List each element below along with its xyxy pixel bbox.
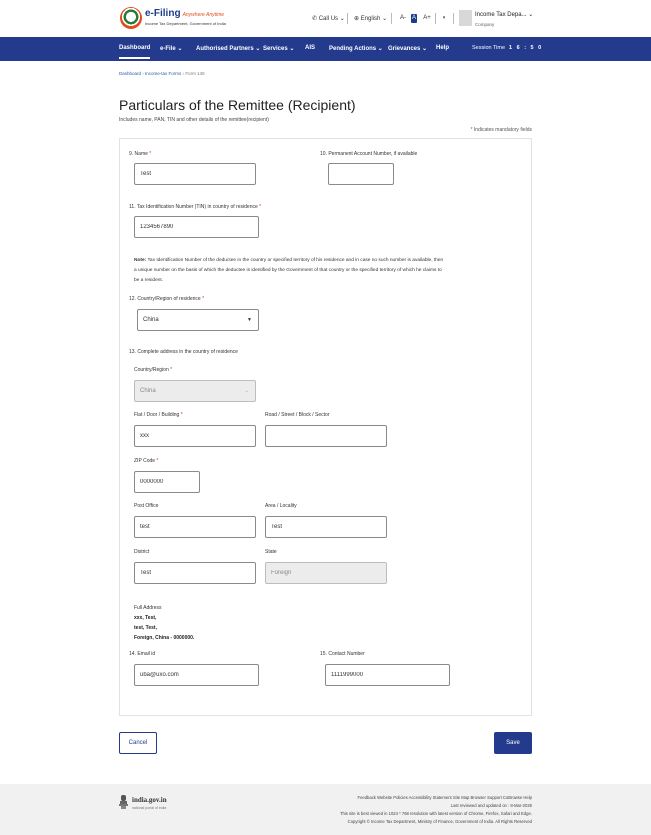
breadcrumb-dashboard[interactable]: Dashboard bbox=[119, 71, 142, 76]
pan-input[interactable] bbox=[328, 163, 394, 185]
nav-grievances[interactable]: Grievances ⌄ bbox=[388, 46, 428, 52]
country-label: 12. Country/Region of residence * bbox=[129, 296, 205, 302]
tin-label: 11. Tax Identification Number (TIN) in country of residence * bbox=[129, 204, 262, 210]
efiling-logo[interactable] bbox=[120, 7, 226, 31]
full-address-line: Foreign, China - 0000000. bbox=[134, 635, 195, 641]
chevron-down-icon: ⌄ bbox=[382, 16, 388, 22]
breadcrumb bbox=[119, 71, 205, 76]
flat-label: Flat / Door / Building * bbox=[134, 412, 183, 418]
state-input bbox=[265, 562, 387, 584]
chevron-right-icon: › bbox=[182, 71, 186, 76]
save-button[interactable]: Save bbox=[494, 732, 532, 754]
contrast-icon[interactable]: ◐ bbox=[442, 15, 447, 21]
chevron-right-icon: › bbox=[142, 71, 146, 76]
nav-ais[interactable]: AIS bbox=[305, 45, 316, 51]
top-header bbox=[0, 0, 651, 37]
post-office-input[interactable] bbox=[134, 516, 256, 538]
footer-best-viewed: This site is best viewed in 1024 * 768 resolution with latest version of Chrome, Firefox, Safari and Edge. bbox=[339, 811, 532, 816]
road-input[interactable] bbox=[265, 425, 387, 447]
country-select[interactable]: China ▼ bbox=[137, 309, 259, 331]
pan-label: 10. Permanent Account Number, if available bbox=[320, 151, 418, 157]
district-label: District bbox=[134, 549, 150, 555]
chevron-down-icon: ⌄ bbox=[339, 16, 345, 22]
breadcrumb-current: Form 145 bbox=[185, 71, 205, 76]
india-gov-subtitle: national portal of india bbox=[132, 806, 167, 810]
user-menu[interactable]: Income Tax Depa... ⌄ bbox=[475, 12, 534, 18]
contact-input[interactable] bbox=[325, 664, 450, 686]
footer-links[interactable]: Feedback Website Policies Accessibility Statement Site Map Browser Support CoBrowse Help bbox=[357, 795, 532, 800]
area-input[interactable] bbox=[265, 516, 387, 538]
caret-down-icon: ▼ bbox=[247, 317, 252, 323]
area-label: Area / Locality bbox=[265, 503, 297, 509]
state-label: State bbox=[265, 549, 277, 555]
logo-subtitle: Income Tax Department, Government of India bbox=[145, 21, 226, 26]
divider bbox=[347, 13, 348, 24]
footer-reviewed: Last reviewed and updated on : 8-Mar-2026 bbox=[450, 803, 532, 808]
email-label: 14. Email id bbox=[129, 651, 156, 657]
zip-label: ZIP Code * bbox=[134, 458, 159, 464]
mandatory-note: * Indicates mandatory fields bbox=[470, 127, 532, 133]
chevron-down-icon: ⌄ bbox=[289, 46, 295, 52]
divider bbox=[435, 13, 436, 24]
district-input[interactable] bbox=[134, 562, 256, 584]
footer-copyright: Copyright © Income Tax Department, Ministry of Finance, Government of India. All Rights Reserved bbox=[347, 819, 532, 824]
zip-input[interactable] bbox=[134, 471, 200, 493]
addr-country-select: China ⌄ bbox=[134, 380, 256, 402]
chevron-down-icon: ⌄ bbox=[377, 46, 383, 52]
chevron-down-icon: ⌄ bbox=[528, 12, 534, 18]
full-address-line: test, Test, bbox=[134, 625, 157, 631]
font-decrease-button[interactable]: A- bbox=[400, 15, 406, 21]
nav-pending-actions[interactable]: Pending Actions ⌄ bbox=[329, 46, 383, 52]
chevron-down-icon: ⌄ bbox=[244, 388, 249, 394]
avatar[interactable] bbox=[459, 10, 472, 26]
main-nav bbox=[0, 37, 651, 61]
font-default-button[interactable]: A bbox=[411, 15, 416, 21]
globe-icon: ⊕ bbox=[354, 16, 360, 22]
cancel-button[interactable]: Cancel bbox=[119, 732, 157, 754]
chevron-down-icon: ⌄ bbox=[255, 46, 261, 52]
nav-efile[interactable]: e-File ⌄ bbox=[160, 46, 183, 52]
divider bbox=[391, 13, 392, 24]
full-address-line: xxx, Test, bbox=[134, 615, 157, 621]
emblem-icon bbox=[120, 7, 142, 29]
language-menu[interactable]: ⊕ English ⌄ bbox=[354, 16, 388, 22]
national-emblem-icon bbox=[119, 794, 128, 810]
breadcrumb-income-tax-forms[interactable]: Income-tax Forms bbox=[145, 71, 182, 76]
chevron-down-icon: ⌄ bbox=[422, 46, 428, 52]
nav-services[interactable]: Services ⌄ bbox=[263, 46, 295, 52]
contact-label: 15. Contact Number bbox=[320, 651, 365, 657]
nav-authorised-partners[interactable]: Authorised Partners ⌄ bbox=[196, 46, 261, 52]
name-input[interactable] bbox=[134, 163, 256, 185]
page-title: Particulars of the Remittee (Recipient) bbox=[119, 97, 356, 113]
full-address-label: Full Address bbox=[134, 605, 162, 611]
logo-tagline: Anywhere Anytime bbox=[182, 12, 225, 18]
address-heading: 13. Complete address in the country of residence bbox=[129, 349, 238, 355]
nav-dashboard[interactable]: Dashboard bbox=[119, 45, 151, 51]
india-gov-link[interactable]: india.gov.in bbox=[132, 796, 167, 804]
session-timer: Session Time 1 6 : 5 0 bbox=[472, 45, 543, 51]
phone-icon: ✆ bbox=[312, 16, 318, 22]
page-subtitle: Includes name, PAN, TIN and other details of the remittee(recipient) bbox=[119, 117, 269, 123]
logo-title: e-Filing bbox=[145, 8, 181, 19]
chevron-down-icon: ⌄ bbox=[177, 46, 183, 52]
call-us-menu[interactable]: ✆ Call Us ⌄ bbox=[312, 16, 345, 22]
name-label: 9. Name * bbox=[129, 151, 152, 157]
user-role: Company bbox=[475, 22, 495, 27]
addr-country-label: Country/Region * bbox=[134, 367, 173, 373]
tin-note: Note: Tax Identification Number of the deductee in the country or specified territory of his residence and in case no such number is available, then a unique number on the basis of which the deductee is identified by the Government of that country or the specified territory of which he claims to be a resident. bbox=[134, 258, 444, 283]
tin-input[interactable] bbox=[134, 216, 259, 238]
nav-help[interactable]: Help bbox=[436, 45, 450, 51]
post-office-label: Post Office bbox=[134, 503, 159, 509]
footer bbox=[0, 784, 651, 835]
email-input[interactable] bbox=[134, 664, 259, 686]
font-increase-button[interactable]: A+ bbox=[423, 15, 431, 21]
flat-input[interactable] bbox=[134, 425, 256, 447]
divider bbox=[453, 13, 454, 24]
road-label: Road / Street / Block / Sector bbox=[265, 412, 330, 418]
full-address bbox=[134, 603, 194, 643]
